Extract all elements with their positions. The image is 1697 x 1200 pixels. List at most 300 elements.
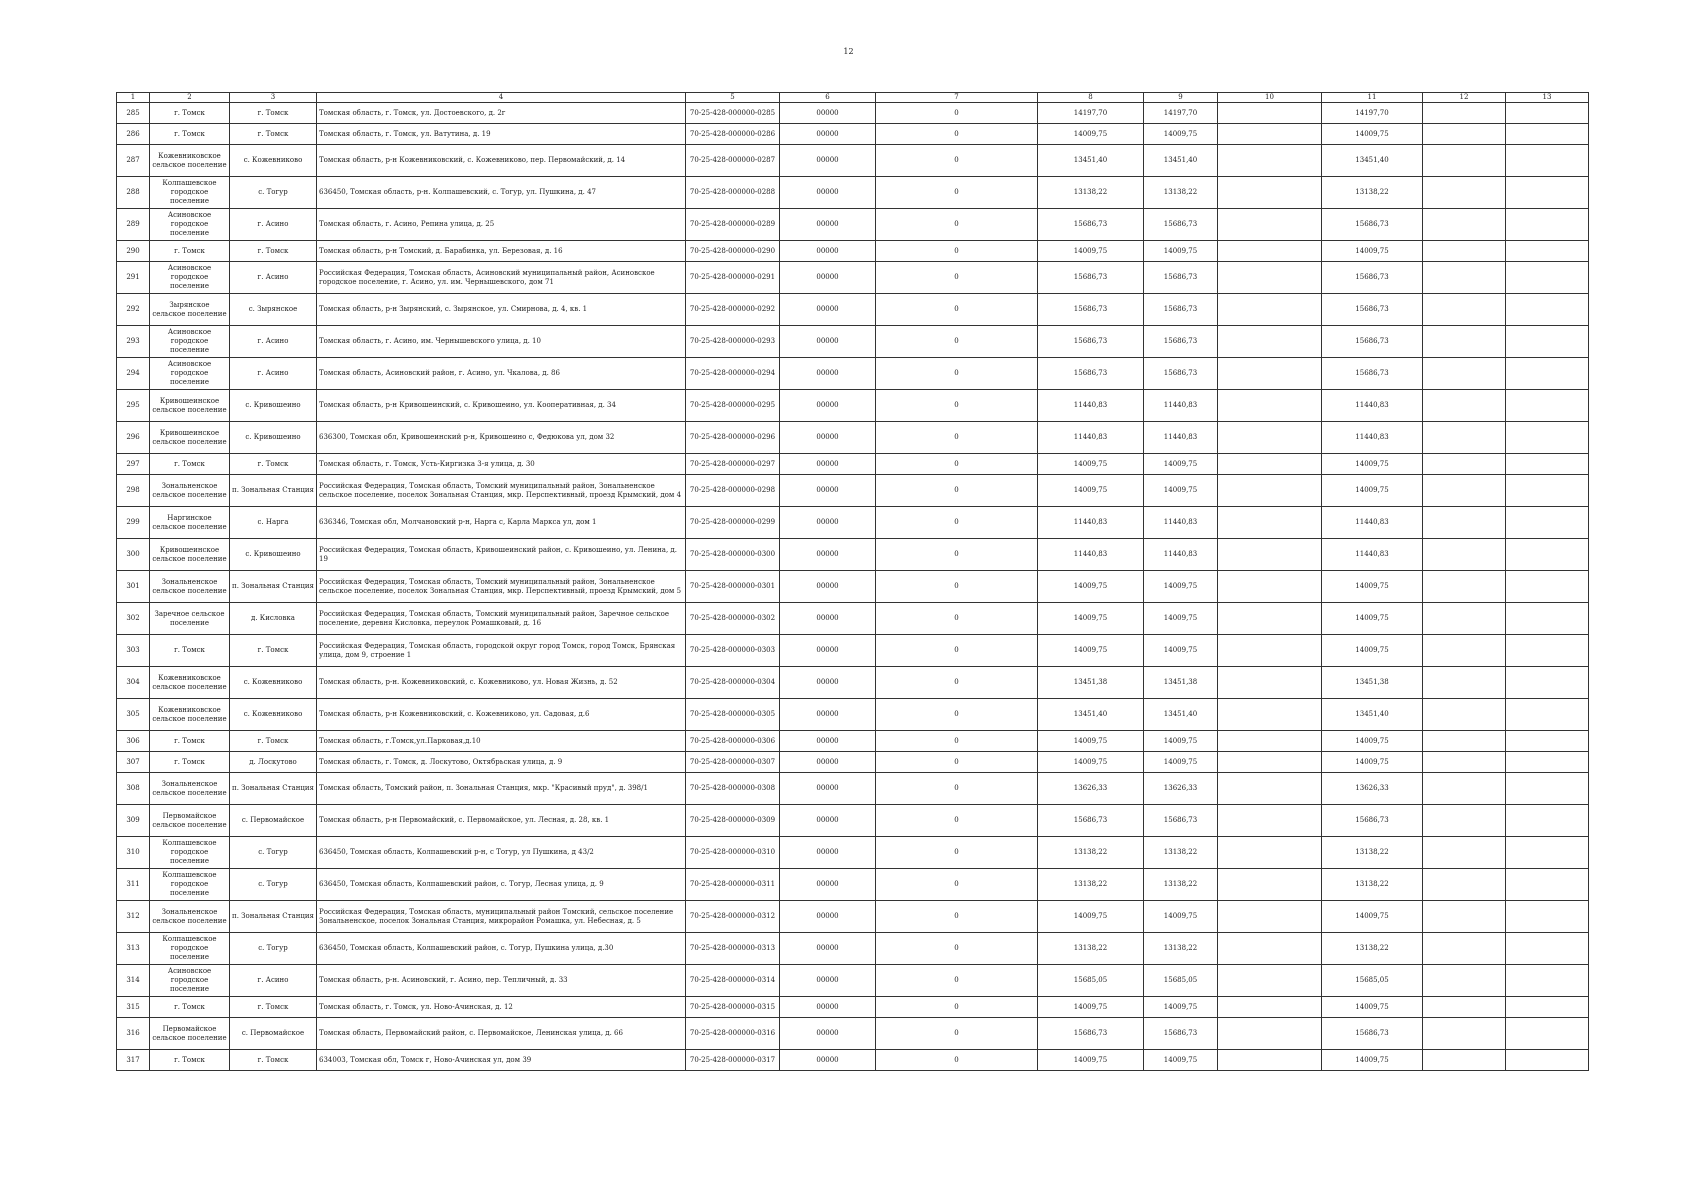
table-row (117, 965, 1589, 997)
table-row (117, 603, 1589, 635)
cell-code: 00000 (780, 358, 876, 390)
table-row (117, 933, 1589, 965)
page-number: 12 (843, 47, 854, 56)
cell-amount: 14009,75 (1038, 752, 1144, 773)
cell-col12 (1423, 209, 1506, 241)
cell-amount: 15686,73 (1038, 805, 1144, 837)
cell-amount-total: 15686,73 (1144, 326, 1218, 358)
cell-region: г. Томск (150, 635, 230, 667)
cell-no: 297 (117, 454, 150, 475)
cell-address: 636450, Томская область, р-н. Колпашевский, с. Тогур, ул. Пушкина, д. 47 (317, 177, 686, 209)
cell-amount-total: 11440,83 (1144, 507, 1218, 539)
cell-col10 (1218, 422, 1322, 454)
cell-settlement: с. Первомайское (230, 1018, 317, 1050)
cell-code: 00000 (780, 326, 876, 358)
cell-count: 0 (876, 294, 1038, 326)
cell-amount: 15686,73 (1038, 1018, 1144, 1050)
cell-col10 (1218, 1050, 1322, 1071)
table-row (117, 773, 1589, 805)
cell-code: 00000 (780, 241, 876, 262)
cell-address: 634003, Томская обл, Томск г, Ново-Ачинская ул, дом 39 (317, 1050, 686, 1071)
table-row (117, 103, 1589, 124)
cell-amount: 14009,75 (1038, 731, 1144, 752)
cell-count: 0 (876, 145, 1038, 177)
cell-amount: 14009,75 (1038, 475, 1144, 507)
cell-settlement: п. Зональная Станция (230, 901, 317, 933)
cell-code: 00000 (780, 294, 876, 326)
cell-registry-number: 70-25-428-000000-0304 (686, 667, 780, 699)
cell-count: 0 (876, 209, 1038, 241)
table-row (117, 1018, 1589, 1050)
cell-address: 636300, Томская обл, Кривошеинский р-н, Кривошеино с, Федюкова ул, дом 32 (317, 422, 686, 454)
cell-col10 (1218, 965, 1322, 997)
cell-amount-total: 15686,73 (1144, 805, 1218, 837)
cell-col13 (1506, 805, 1589, 837)
cell-col12 (1423, 454, 1506, 475)
cell-count: 0 (876, 837, 1038, 869)
cell-col13 (1506, 933, 1589, 965)
cell-amount: 14009,75 (1038, 603, 1144, 635)
cell-amount: 14009,75 (1038, 241, 1144, 262)
cell-col12 (1423, 326, 1506, 358)
cell-amount-final: 13138,22 (1322, 177, 1423, 209)
table-row (117, 1050, 1589, 1071)
cell-region: Первомайское сельское поселение (150, 805, 230, 837)
cell-col10 (1218, 667, 1322, 699)
cell-col10 (1218, 241, 1322, 262)
cell-col12 (1423, 124, 1506, 145)
cell-col12 (1423, 635, 1506, 667)
column-header-2: 2 (150, 93, 230, 103)
cell-amount: 15686,73 (1038, 326, 1144, 358)
cell-settlement: п. Зональная Станция (230, 475, 317, 507)
cell-code: 00000 (780, 1050, 876, 1071)
table-row (117, 145, 1589, 177)
column-header-7: 7 (876, 93, 1038, 103)
cell-no: 311 (117, 869, 150, 901)
cell-no: 286 (117, 124, 150, 145)
cell-settlement: г. Томск (230, 1050, 317, 1071)
table-row (117, 124, 1589, 145)
cell-amount-final: 14009,75 (1322, 124, 1423, 145)
cell-no: 313 (117, 933, 150, 965)
cell-count: 0 (876, 933, 1038, 965)
cell-amount-total: 15686,73 (1144, 294, 1218, 326)
cell-registry-number: 70-25-428-000000-0303 (686, 635, 780, 667)
cell-amount-final: 15686,73 (1322, 262, 1423, 294)
cell-count: 0 (876, 475, 1038, 507)
cell-registry-number: 70-25-428-000000-0305 (686, 699, 780, 731)
table-row (117, 422, 1589, 454)
cell-amount-final: 11440,83 (1322, 390, 1423, 422)
cell-no: 308 (117, 773, 150, 805)
cell-col13 (1506, 454, 1589, 475)
cell-col10 (1218, 145, 1322, 177)
cell-registry-number: 70-25-428-000000-0313 (686, 933, 780, 965)
cell-region: Колпашевское городское поселение (150, 933, 230, 965)
cell-no: 292 (117, 294, 150, 326)
cell-amount-final: 14009,75 (1322, 1050, 1423, 1071)
cell-count: 0 (876, 454, 1038, 475)
cell-count: 0 (876, 869, 1038, 901)
cell-registry-number: 70-25-428-000000-0290 (686, 241, 780, 262)
cell-amount-total: 14009,75 (1144, 454, 1218, 475)
cell-count: 0 (876, 262, 1038, 294)
cell-settlement: с. Кожевниково (230, 667, 317, 699)
cell-no: 288 (117, 177, 150, 209)
cell-amount-total: 14009,75 (1144, 635, 1218, 667)
cell-region: Зональненское сельское поселение (150, 901, 230, 933)
cell-region: г. Томск (150, 103, 230, 124)
cell-col12 (1423, 965, 1506, 997)
cell-address: Томская область, р-н Кожевниковский, с. Кожевниково, ул. Садовая, д.6 (317, 699, 686, 731)
cell-no: 293 (117, 326, 150, 358)
cell-amount: 15686,73 (1038, 294, 1144, 326)
table-body (117, 103, 1589, 1071)
cell-address: Томская область, г. Томск, Усть-Киргизка 3-я улица, д. 30 (317, 454, 686, 475)
cell-settlement: п. Зональная Станция (230, 571, 317, 603)
cell-count: 0 (876, 571, 1038, 603)
cell-region: Колпашевское городское поселение (150, 869, 230, 901)
cell-code: 00000 (780, 837, 876, 869)
cell-code: 00000 (780, 773, 876, 805)
cell-registry-number: 70-25-428-000000-0289 (686, 209, 780, 241)
cell-amount: 15685,05 (1038, 965, 1144, 997)
table-row (117, 805, 1589, 837)
cell-col13 (1506, 262, 1589, 294)
cell-col12 (1423, 571, 1506, 603)
cell-region: Наргинское сельское поселение (150, 507, 230, 539)
cell-col13 (1506, 145, 1589, 177)
table-row (117, 837, 1589, 869)
cell-code: 00000 (780, 667, 876, 699)
column-header-1: 1 (117, 93, 150, 103)
cell-amount: 14009,75 (1038, 901, 1144, 933)
cell-col13 (1506, 422, 1589, 454)
cell-col13 (1506, 177, 1589, 209)
cell-col13 (1506, 326, 1589, 358)
cell-settlement: с. Тогур (230, 869, 317, 901)
cell-count: 0 (876, 997, 1038, 1018)
cell-col10 (1218, 997, 1322, 1018)
cell-amount-final: 13451,40 (1322, 699, 1423, 731)
table-row (117, 635, 1589, 667)
cell-amount-total: 15686,73 (1144, 1018, 1218, 1050)
cell-amount-total: 13451,40 (1144, 699, 1218, 731)
cell-registry-number: 70-25-428-000000-0291 (686, 262, 780, 294)
table-row (117, 294, 1589, 326)
cell-code: 00000 (780, 103, 876, 124)
column-header-10: 10 (1218, 93, 1322, 103)
cell-code: 00000 (780, 901, 876, 933)
cell-amount: 15686,73 (1038, 358, 1144, 390)
cell-amount-final: 14009,75 (1322, 475, 1423, 507)
cell-no: 285 (117, 103, 150, 124)
cell-amount: 14197,70 (1038, 103, 1144, 124)
cell-col13 (1506, 475, 1589, 507)
cell-no: 287 (117, 145, 150, 177)
cell-col12 (1423, 103, 1506, 124)
cell-address: Российская Федерация, Томская область, Асиновский муниципальный район, Асиновское городское поселение, г. Асино, ул. им. Чернышевского, дом 71 (317, 262, 686, 294)
cell-amount: 14009,75 (1038, 571, 1144, 603)
cell-settlement: с. Зырянское (230, 294, 317, 326)
cell-region: г. Томск (150, 241, 230, 262)
cell-count: 0 (876, 1018, 1038, 1050)
cell-amount-final: 14009,75 (1322, 571, 1423, 603)
cell-region: Кожевниковское сельское поселение (150, 145, 230, 177)
column-header-11: 11 (1322, 93, 1423, 103)
cell-no: 306 (117, 731, 150, 752)
cell-amount-total: 11440,83 (1144, 539, 1218, 571)
cell-code: 00000 (780, 177, 876, 209)
cell-address: Томская область, р-н. Асиновский, г. Асино, пер. Тепличный, д. 33 (317, 965, 686, 997)
table-row (117, 667, 1589, 699)
table-row (117, 507, 1589, 539)
cell-code: 00000 (780, 1018, 876, 1050)
cell-col13 (1506, 901, 1589, 933)
cell-amount: 13138,22 (1038, 177, 1144, 209)
cell-settlement: г. Томск (230, 997, 317, 1018)
cell-region: Колпашевское городское поселение (150, 837, 230, 869)
cell-count: 0 (876, 1050, 1038, 1071)
cell-col13 (1506, 965, 1589, 997)
cell-code: 00000 (780, 145, 876, 177)
cell-settlement: г. Томск (230, 635, 317, 667)
cell-registry-number: 70-25-428-000000-0316 (686, 1018, 780, 1050)
cell-count: 0 (876, 177, 1038, 209)
cell-amount-final: 13138,22 (1322, 837, 1423, 869)
cell-col13 (1506, 997, 1589, 1018)
cell-region: Зырянское сельское поселение (150, 294, 230, 326)
column-header-5: 5 (686, 93, 780, 103)
register-table (116, 92, 1589, 1071)
cell-region: г. Томск (150, 454, 230, 475)
cell-amount-final: 11440,83 (1322, 507, 1423, 539)
cell-settlement: с. Кривошеино (230, 539, 317, 571)
cell-amount-total: 14009,75 (1144, 1050, 1218, 1071)
cell-address: 636346, Томская обл, Молчановский р-н, Нарга с, Карла Маркса ул, дом 1 (317, 507, 686, 539)
cell-settlement: г. Асино (230, 209, 317, 241)
cell-amount-total: 15685,05 (1144, 965, 1218, 997)
cell-amount-final: 15686,73 (1322, 358, 1423, 390)
cell-amount-total: 14009,75 (1144, 241, 1218, 262)
cell-col10 (1218, 209, 1322, 241)
cell-col12 (1423, 752, 1506, 773)
table-row (117, 177, 1589, 209)
table-row (117, 869, 1589, 901)
cell-col10 (1218, 124, 1322, 145)
cell-registry-number: 70-25-428-000000-0314 (686, 965, 780, 997)
table-row (117, 699, 1589, 731)
cell-count: 0 (876, 635, 1038, 667)
cell-address: Томская область, г. Асино, Репина улица, д. 25 (317, 209, 686, 241)
cell-amount-final: 13138,22 (1322, 933, 1423, 965)
table-row (117, 571, 1589, 603)
cell-amount-total: 11440,83 (1144, 422, 1218, 454)
cell-amount-final: 14009,75 (1322, 603, 1423, 635)
cell-count: 0 (876, 539, 1038, 571)
cell-settlement: с. Кривошеино (230, 422, 317, 454)
table-row (117, 539, 1589, 571)
cell-amount-total: 14009,75 (1144, 571, 1218, 603)
cell-no: 294 (117, 358, 150, 390)
cell-amount-final: 15686,73 (1322, 326, 1423, 358)
cell-no: 305 (117, 699, 150, 731)
table-row (117, 241, 1589, 262)
cell-col12 (1423, 422, 1506, 454)
cell-amount: 15686,73 (1038, 262, 1144, 294)
cell-registry-number: 70-25-428-000000-0312 (686, 901, 780, 933)
cell-registry-number: 70-25-428-000000-0308 (686, 773, 780, 805)
cell-amount-final: 13138,22 (1322, 869, 1423, 901)
cell-col12 (1423, 358, 1506, 390)
cell-settlement: г. Асино (230, 358, 317, 390)
cell-settlement: с. Кожевниково (230, 145, 317, 177)
table-row (117, 358, 1589, 390)
cell-amount-final: 13451,40 (1322, 145, 1423, 177)
cell-col12 (1423, 145, 1506, 177)
cell-col13 (1506, 209, 1589, 241)
cell-col13 (1506, 390, 1589, 422)
cell-col13 (1506, 539, 1589, 571)
cell-registry-number: 70-25-428-000000-0293 (686, 326, 780, 358)
cell-registry-number: 70-25-428-000000-0307 (686, 752, 780, 773)
column-header-6: 6 (780, 93, 876, 103)
cell-region: Первомайское сельское поселение (150, 1018, 230, 1050)
cell-col13 (1506, 667, 1589, 699)
cell-amount-final: 14009,75 (1322, 997, 1423, 1018)
table-row (117, 326, 1589, 358)
cell-amount: 13626,33 (1038, 773, 1144, 805)
cell-amount-final: 15685,05 (1322, 965, 1423, 997)
cell-address: Томская область, г. Томск, ул. Ново-Ачинская, д. 12 (317, 997, 686, 1018)
cell-region: Асиновское городское поселение (150, 262, 230, 294)
cell-col13 (1506, 869, 1589, 901)
cell-settlement: г. Асино (230, 326, 317, 358)
cell-amount: 11440,83 (1038, 539, 1144, 571)
cell-col12 (1423, 997, 1506, 1018)
cell-col13 (1506, 124, 1589, 145)
cell-no: 295 (117, 390, 150, 422)
cell-region: Кривошеинское сельское поселение (150, 390, 230, 422)
cell-count: 0 (876, 773, 1038, 805)
cell-no: 291 (117, 262, 150, 294)
cell-address: Российская Федерация, Томская область, городской округ город Томск, город Томск, Брянская улица, дом 9, строение 1 (317, 635, 686, 667)
cell-registry-number: 70-25-428-000000-0285 (686, 103, 780, 124)
cell-count: 0 (876, 699, 1038, 731)
cell-registry-number: 70-25-428-000000-0317 (686, 1050, 780, 1071)
cell-col13 (1506, 773, 1589, 805)
cell-amount-final: 13626,33 (1322, 773, 1423, 805)
cell-no: 300 (117, 539, 150, 571)
cell-registry-number: 70-25-428-000000-0294 (686, 358, 780, 390)
cell-registry-number: 70-25-428-000000-0306 (686, 731, 780, 752)
cell-no: 310 (117, 837, 150, 869)
cell-code: 00000 (780, 997, 876, 1018)
cell-no: 317 (117, 1050, 150, 1071)
cell-amount-total: 15686,73 (1144, 262, 1218, 294)
cell-no: 304 (117, 667, 150, 699)
cell-amount-final: 15686,73 (1322, 294, 1423, 326)
cell-col10 (1218, 571, 1322, 603)
cell-amount-total: 13451,38 (1144, 667, 1218, 699)
cell-col10 (1218, 869, 1322, 901)
cell-address: 636450, Томская область, Колпашевский район, с. Тогур, Пушкина улица, д.30 (317, 933, 686, 965)
cell-no: 307 (117, 752, 150, 773)
cell-amount-final: 14009,75 (1322, 752, 1423, 773)
cell-amount: 14009,75 (1038, 124, 1144, 145)
cell-col13 (1506, 603, 1589, 635)
table-row (117, 901, 1589, 933)
cell-registry-number: 70-25-428-000000-0311 (686, 869, 780, 901)
cell-region: Кривошеинское сельское поселение (150, 539, 230, 571)
cell-col12 (1423, 901, 1506, 933)
cell-col10 (1218, 837, 1322, 869)
cell-col12 (1423, 177, 1506, 209)
cell-registry-number: 70-25-428-000000-0310 (686, 837, 780, 869)
cell-region: Кожевниковское сельское поселение (150, 667, 230, 699)
cell-col10 (1218, 805, 1322, 837)
cell-settlement: с. Тогур (230, 933, 317, 965)
cell-code: 00000 (780, 390, 876, 422)
cell-registry-number: 70-25-428-000000-0286 (686, 124, 780, 145)
cell-code: 00000 (780, 422, 876, 454)
cell-registry-number: 70-25-428-000000-0315 (686, 997, 780, 1018)
cell-address: Томская область, р-н Кривошеинский, с. Кривошеино, ул. Кооперативная, д. 34 (317, 390, 686, 422)
cell-no: 315 (117, 997, 150, 1018)
cell-address: Российская Федерация, Томская область, Томский муниципальный район, Зональненское сельское поселение, поселок Зональная Станция, мкр. Перспективный, проезд Крымский, дом 4 (317, 475, 686, 507)
cell-no: 314 (117, 965, 150, 997)
cell-col13 (1506, 294, 1589, 326)
cell-address: 636450, Томская область, Колпашевский район, с. Тогур, Лесная улица, д. 9 (317, 869, 686, 901)
cell-code: 00000 (780, 699, 876, 731)
cell-col10 (1218, 603, 1322, 635)
cell-registry-number: 70-25-428-000000-0300 (686, 539, 780, 571)
cell-address: Томская область, Томский район, п. Зональная Станция, мкр. "Красивый пруд", д. 398/1 (317, 773, 686, 805)
cell-registry-number: 70-25-428-000000-0296 (686, 422, 780, 454)
cell-amount: 11440,83 (1038, 422, 1144, 454)
cell-no: 296 (117, 422, 150, 454)
cell-no: 309 (117, 805, 150, 837)
cell-region: г. Томск (150, 1050, 230, 1071)
cell-amount: 14009,75 (1038, 1050, 1144, 1071)
cell-address: Российская Федерация, Томская область, Томский муниципальный район, Зональненское сельское поселение, поселок Зональная Станция, мкр. Перспективный, проезд Крымский, дом 5 (317, 571, 686, 603)
cell-col10 (1218, 103, 1322, 124)
cell-settlement: с. Тогур (230, 837, 317, 869)
cell-registry-number: 70-25-428-000000-0309 (686, 805, 780, 837)
cell-col13 (1506, 752, 1589, 773)
cell-col10 (1218, 177, 1322, 209)
cell-col10 (1218, 507, 1322, 539)
cell-amount-total: 14009,75 (1144, 752, 1218, 773)
cell-count: 0 (876, 603, 1038, 635)
cell-code: 00000 (780, 507, 876, 539)
cell-amount-total: 14009,75 (1144, 901, 1218, 933)
cell-amount-total: 14009,75 (1144, 997, 1218, 1018)
cell-col12 (1423, 1018, 1506, 1050)
table-row (117, 390, 1589, 422)
cell-col12 (1423, 869, 1506, 901)
cell-col10 (1218, 262, 1322, 294)
cell-address: Томская область, г. Томск, ул. Ватутина, д. 19 (317, 124, 686, 145)
cell-amount-final: 14009,75 (1322, 454, 1423, 475)
header-row (117, 93, 1589, 103)
cell-code: 00000 (780, 869, 876, 901)
cell-region: Асиновское городское поселение (150, 326, 230, 358)
cell-code: 00000 (780, 731, 876, 752)
cell-amount-total: 13138,22 (1144, 837, 1218, 869)
cell-settlement: с. Первомайское (230, 805, 317, 837)
